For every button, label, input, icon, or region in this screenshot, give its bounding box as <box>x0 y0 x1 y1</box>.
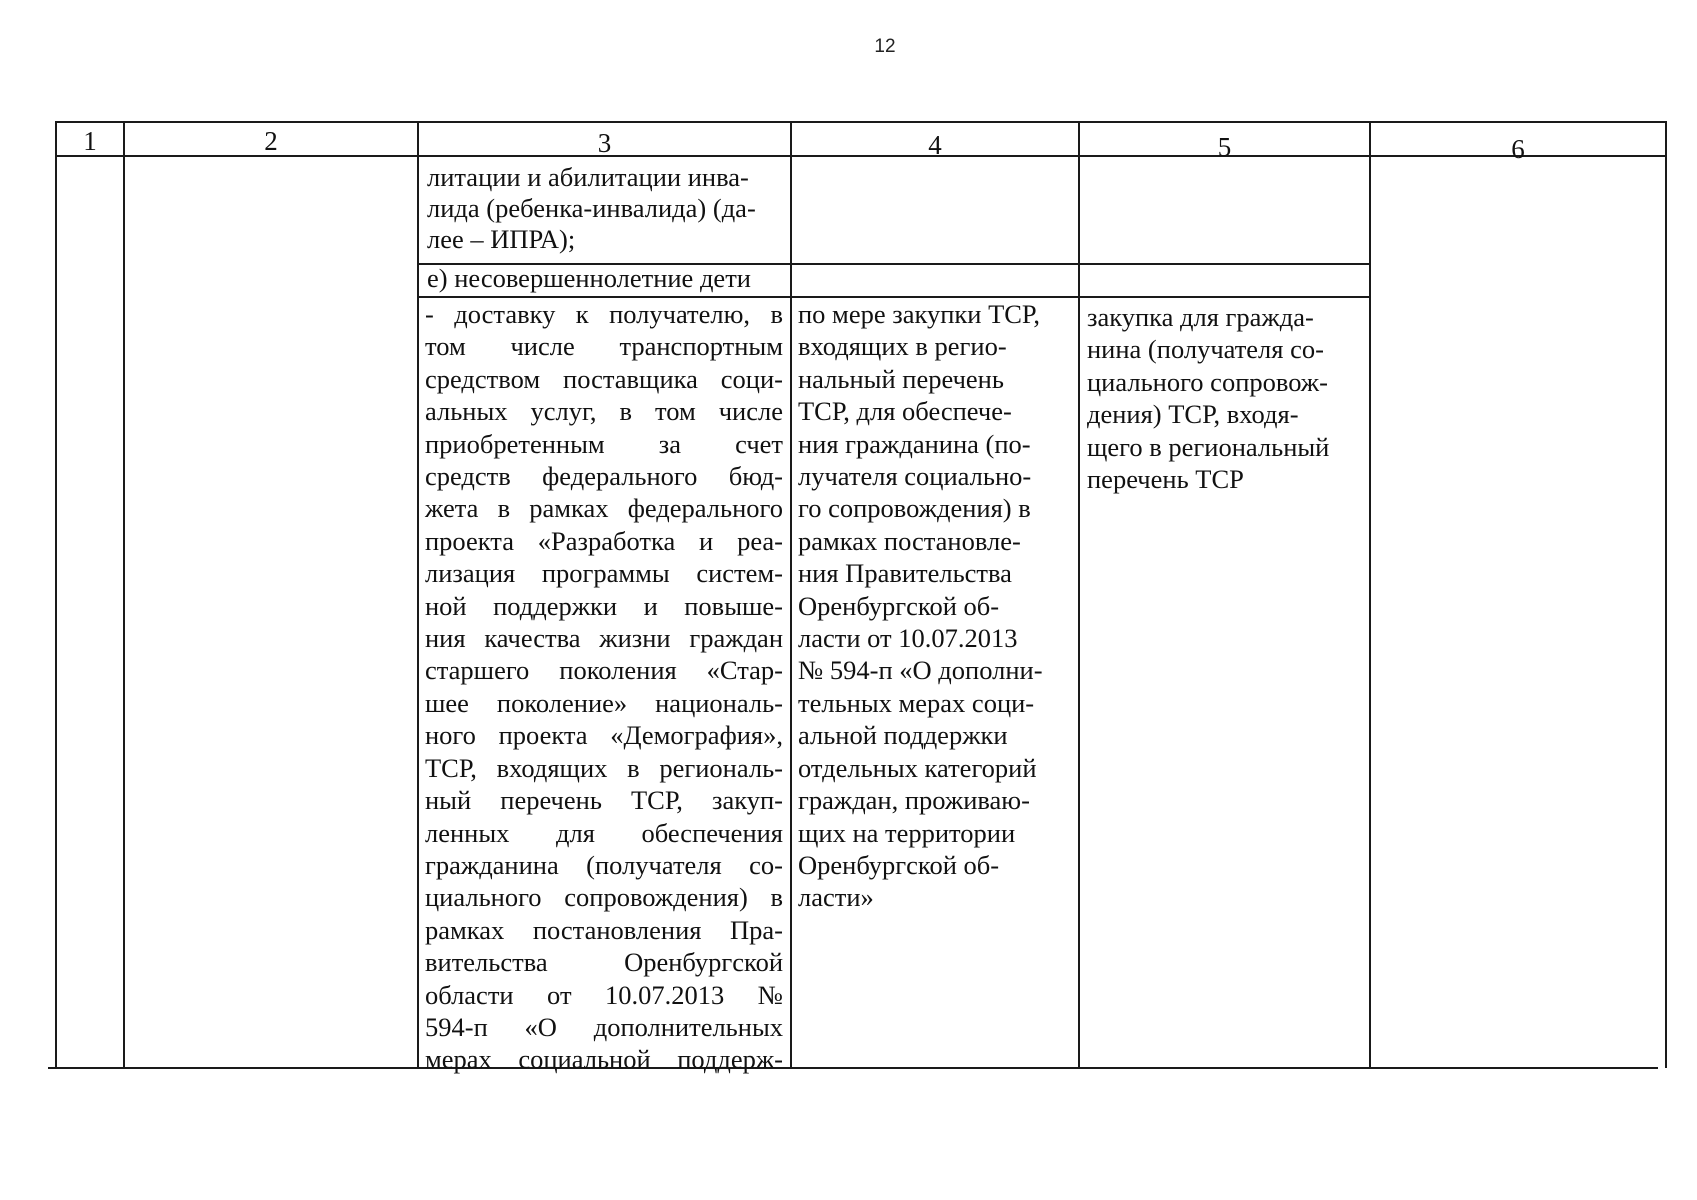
col3-row3-text <box>425 298 783 1076</box>
col3-line: шее поколение» националь- <box>425 687 783 718</box>
col3-line: ТСР, входящих в региональ- <box>425 752 783 783</box>
col3-line: 594-п «О дополнительных <box>425 1011 783 1042</box>
col4-row3-text: по мере закупки ТСР, входящих в регио- нальный перечень ТСР, для обеспече- ния гражданина (по- лучателя социально- го сопровождения) в рамках постановле- ния Правительства Оренбургской об- ласти от 10.07.2013 № 594-п «О дополни- тельных мерах соци- альной поддержки отдельных категорий граждан, проживаю- щих на территории Оренбургской об- ласти» <box>798 299 1043 913</box>
col3-line: области от 10.07.2013 № <box>425 979 783 1010</box>
header-col-1: 1 <box>83 126 97 156</box>
col3-row1-text: литации и абилитации инва- лида (ребенка-инвалида) (да- лее – ИПРА); <box>427 162 756 254</box>
col3-line: проекта «Разработка и реа- <box>425 525 783 556</box>
col2-right-border <box>417 121 419 1068</box>
col3-line: старшего поколения «Стар- <box>425 655 783 686</box>
col3-line: гражданина (получателя со- <box>425 849 783 880</box>
table-bottom-border <box>48 1067 1658 1069</box>
col3-line: ния качества жизни граждан <box>425 623 783 654</box>
col5-row3-text: закупка для гражда- нина (получателя со- циального сопровож- дения) ТСР, входя- щего в региональный перечень ТСР <box>1087 302 1330 495</box>
col3-line: приобретенным за счет <box>425 428 783 459</box>
col3-line: средством поставщика соци- <box>425 363 783 394</box>
col3-line: ной поддержки и повыше- <box>425 590 783 621</box>
header-col-3: 3 <box>597 128 612 158</box>
header-col-5: 5 <box>1217 132 1232 162</box>
col3-line: том числе транспортным <box>425 331 783 362</box>
col3-line: рамках постановления Пра- <box>425 914 783 945</box>
col3-row2-text: е) несовершеннолетние дети <box>427 263 751 293</box>
table-right-border <box>1665 121 1667 1068</box>
col4-right-border <box>1078 121 1080 1068</box>
col3-line: альных услуг, в том числе <box>425 396 783 427</box>
page-number: 12 <box>874 36 896 57</box>
col3-line: мерах социальной поддерж- <box>425 1044 783 1075</box>
col3-right-border <box>790 121 792 1068</box>
col1-right-border <box>123 121 125 1068</box>
header-col-2: 2 <box>264 126 278 156</box>
col5-right-border <box>1369 121 1371 1068</box>
col3-line: ленных для обеспечения <box>425 817 783 848</box>
header-col-6: 6 <box>1511 134 1525 164</box>
col3-line: вительства Оренбургской <box>425 947 783 978</box>
table-top-border <box>57 121 1667 123</box>
col3-line: ного проекта «Демография», <box>425 720 783 751</box>
col3-line: ный перечень ТСР, закуп- <box>425 785 783 816</box>
table-left-border <box>55 121 57 1068</box>
col3-line: - доставку к получателю, в <box>425 299 783 329</box>
col3-line: лизация программы систем- <box>425 558 783 589</box>
col3-line: циального сопровождения) в <box>425 882 783 913</box>
col3-line: жета в рамках федерального <box>425 493 783 524</box>
header-col-4: 4 <box>928 130 942 160</box>
col3-line: средств федерального бюд- <box>425 461 783 492</box>
